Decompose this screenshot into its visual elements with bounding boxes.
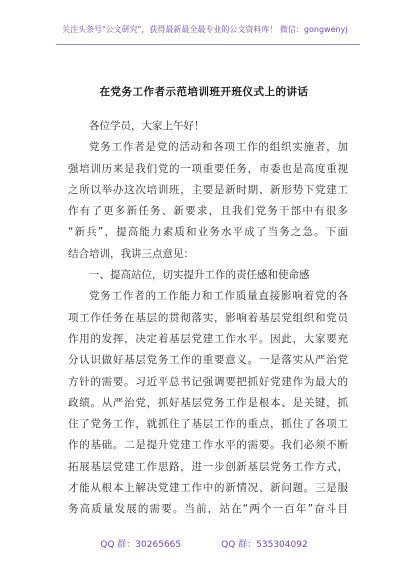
body-line: 住了党务工作，就抓住了基层工作的重点，抓住了各项工 [68,418,348,431]
body-line: 作有了更多新任务、新要求，且我们党务干部中有很多 [68,205,348,218]
body-line: 作用的发挥，决定着基层党建工作水平。因此，大家要充 [68,332,348,345]
body-line: 党务工作者是党的活动和各项工作的组织实施者，加 [89,141,348,154]
document-body [68,116,348,521]
body-line: 才能从根本上解决党建工作中的新情况、新问题。三是服 [68,482,348,495]
body-line: 务高质量发展的需要。当前，站在“两个一百年”奋斗目 [68,503,348,516]
header-divider [56,44,360,45]
body-line: 方针的需要。习近平总书记强调要把抓好党建作为最大的 [68,375,348,388]
body-line: 结合培训，我讲三点意见： [68,247,194,260]
footer-contact [0,537,408,550]
body-line: 党务工作者的工作能力和工作质量直接影响着党的各 [89,290,348,303]
body-line: 项工作任务在基层的贯彻落实，影响着基层党组织和党员 [68,311,348,324]
footer-qq-group-1: QQ 群：30265665 [100,540,182,550]
body-line: “新兵”，提高能力素质和业务水平成了当务之急。下面 [68,226,348,239]
body-line: 之所以举办这次培训班，主要是新时期、新形势下党建工 [68,183,348,196]
body-line: 强培训历来是我们党的一项重要任务，市委也是高度重视 [68,162,348,175]
footer-qq-group-2: QQ 群：535304092 [221,540,308,550]
body-line: 政绩。从严治党，抓好基层党务工作是根本、是关键，抓 [68,396,348,409]
header-note: 关注头条号"公文研究"，获得最新最全最专业的公文资料库！ 微信：gongwenyj [62,25,348,34]
body-line: 拓展基层党建工作思路，进一步创新基层党务工作方式， [68,460,348,473]
body-line: 分认识做好基层党务工作的重要意义。一是落实从严治党 [68,354,348,367]
body-line: 作的基础。二是提升党建工作水平的需要。我们必须不断 [68,439,348,452]
salutation-line: 各位学员，大家上午好！ [89,120,205,132]
document-title: 在党务工作者示范培训班开班仪式上的讲话 [99,86,309,98]
section-heading: 一、提高站位，切实提升工作的责任感和使命感 [89,269,310,282]
